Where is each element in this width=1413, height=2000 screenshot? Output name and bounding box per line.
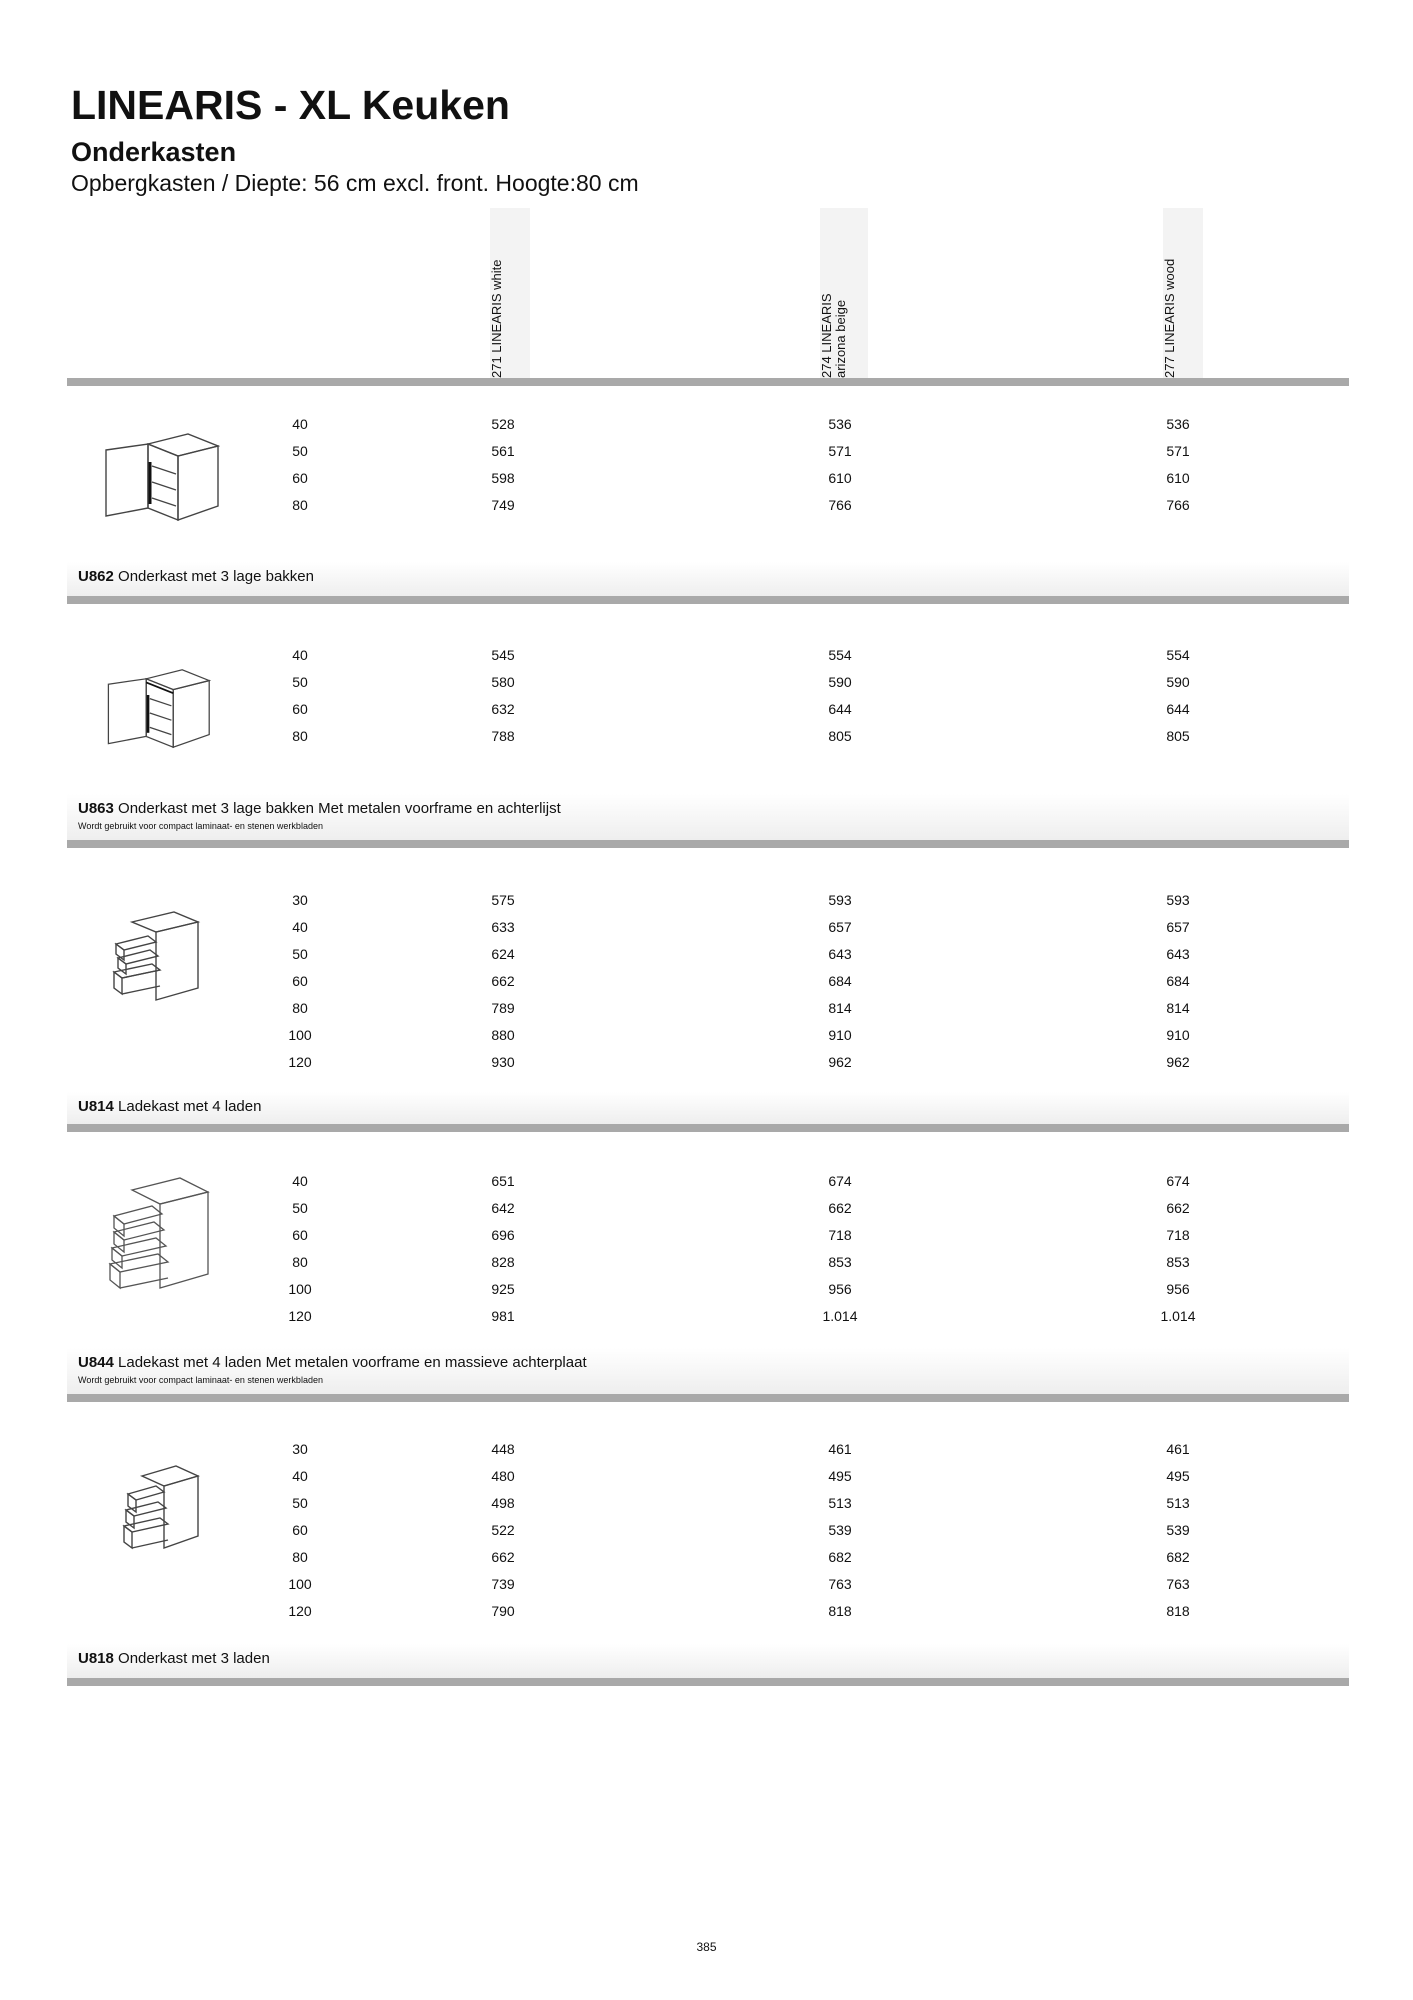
width-cell: 100 <box>288 1027 312 1043</box>
price-271-cell: 575 <box>491 892 515 908</box>
section-title <box>78 1650 270 1667</box>
table-row <box>0 1436 1413 1463</box>
width-cell: 60 <box>292 1227 308 1243</box>
price-277-cell: 657 <box>1166 919 1190 935</box>
price-274-cell: 853 <box>828 1254 852 1270</box>
column-header-line1: 274 LINEARIS <box>819 293 834 378</box>
width-cell: 60 <box>292 1522 308 1538</box>
price-271-cell: 480 <box>491 1468 515 1484</box>
table-row <box>0 941 1413 968</box>
article-code: U862 <box>78 568 114 585</box>
price-274-cell: 962 <box>828 1054 852 1070</box>
price-277-cell: 682 <box>1166 1549 1190 1565</box>
price-271-cell: 633 <box>491 919 515 935</box>
section-name-bar-u844 <box>67 1348 1349 1394</box>
price-271-cell: 561 <box>491 443 515 459</box>
price-271-cell: 498 <box>491 1495 515 1511</box>
table-row <box>0 465 1413 492</box>
table-row <box>0 1049 1413 1076</box>
price-277-cell: 1.014 <box>1160 1308 1196 1324</box>
price-274-cell: 657 <box>828 919 852 935</box>
price-274-cell: 495 <box>828 1468 852 1484</box>
price-277-cell: 536 <box>1166 416 1190 432</box>
price-271-cell: 624 <box>491 946 515 962</box>
price-271-cell: 528 <box>491 416 515 432</box>
price-271-cell: 880 <box>491 1027 515 1043</box>
article-code: U814 <box>78 1098 114 1115</box>
article-name: Ladekast met 4 laden Met metalen voorframe en massieve achterplaat <box>118 1354 587 1371</box>
price-277-cell: 461 <box>1166 1441 1190 1457</box>
price-277-cell: 805 <box>1166 728 1190 744</box>
width-cell: 50 <box>292 443 308 459</box>
price-271-cell: 642 <box>491 1200 515 1216</box>
width-cell: 30 <box>292 1441 308 1457</box>
price-277-cell: 853 <box>1166 1254 1190 1270</box>
page-title: LINEARIS - XL Keuken <box>71 82 510 128</box>
width-cell: 40 <box>292 1468 308 1484</box>
table-row <box>0 1249 1413 1276</box>
width-cell: 80 <box>292 1254 308 1270</box>
price-274-cell: 644 <box>828 701 852 717</box>
price-271-cell: 598 <box>491 470 515 486</box>
table-row <box>0 968 1413 995</box>
section-title <box>78 1354 587 1371</box>
table-row <box>0 1276 1413 1303</box>
price-274-cell: 610 <box>828 470 852 486</box>
section-title <box>78 1098 261 1115</box>
width-cell: 120 <box>288 1054 312 1070</box>
column-header-line2: arizona beige <box>833 299 848 378</box>
table-row <box>0 887 1413 914</box>
table-row <box>0 1598 1413 1625</box>
table-row <box>0 1517 1413 1544</box>
section-divider <box>67 840 1349 848</box>
table-row <box>0 438 1413 465</box>
price-277-cell: 766 <box>1166 497 1190 513</box>
price-277-cell: 674 <box>1166 1173 1190 1189</box>
price-277-cell: 956 <box>1166 1281 1190 1297</box>
width-cell: 40 <box>292 647 308 663</box>
price-271-cell: 696 <box>491 1227 515 1243</box>
price-274-cell: 910 <box>828 1027 852 1043</box>
article-note: Wordt gebruikt voor compact laminaat- en stenen werkbladen <box>78 821 323 831</box>
article-code: U818 <box>78 1650 114 1667</box>
price-271-cell: 925 <box>491 1281 515 1297</box>
price-277-cell: 610 <box>1166 470 1190 486</box>
price-277-cell: 910 <box>1166 1027 1190 1043</box>
price-271-cell: 749 <box>491 497 515 513</box>
price-274-cell: 461 <box>828 1441 852 1457</box>
width-cell: 100 <box>288 1281 312 1297</box>
price-277-cell: 962 <box>1166 1054 1190 1070</box>
table-row <box>0 642 1413 669</box>
price-274-cell: 590 <box>828 674 852 690</box>
price-274-cell: 814 <box>828 1000 852 1016</box>
price-271-cell: 545 <box>491 647 515 663</box>
price-271-cell: 632 <box>491 701 515 717</box>
section-divider <box>67 1394 1349 1402</box>
price-274-cell: 593 <box>828 892 852 908</box>
article-code: U863 <box>78 800 114 817</box>
width-cell: 100 <box>288 1576 312 1592</box>
table-row <box>0 696 1413 723</box>
table-row <box>0 723 1413 750</box>
section-title <box>78 568 314 585</box>
section-title <box>78 800 561 817</box>
section-name-bar-u818 <box>67 1644 1349 1678</box>
price-277-cell: 763 <box>1166 1576 1190 1592</box>
price-277-cell: 593 <box>1166 892 1190 908</box>
table-row <box>0 1195 1413 1222</box>
width-cell: 50 <box>292 946 308 962</box>
width-cell: 60 <box>292 701 308 717</box>
price-277-cell: 814 <box>1166 1000 1190 1016</box>
table-row <box>0 1303 1413 1330</box>
column-header-line1: 271 LINEARIS white <box>489 259 504 378</box>
price-274-cell: 682 <box>828 1549 852 1565</box>
table-row <box>0 1571 1413 1598</box>
price-277-cell: 662 <box>1166 1200 1190 1216</box>
table-row <box>0 1222 1413 1249</box>
article-note: Wordt gebruikt voor compact laminaat- en stenen werkbladen <box>78 1375 323 1385</box>
width-cell: 120 <box>288 1308 312 1324</box>
price-274-cell: 554 <box>828 647 852 663</box>
section-divider <box>67 1678 1349 1686</box>
width-cell: 50 <box>292 1495 308 1511</box>
width-cell: 40 <box>292 416 308 432</box>
article-code: U844 <box>78 1354 114 1371</box>
price-274-cell: 1.014 <box>822 1308 858 1324</box>
column-header-271 <box>490 208 530 378</box>
price-274-cell: 956 <box>828 1281 852 1297</box>
table-row <box>0 492 1413 519</box>
price-271-cell: 789 <box>491 1000 515 1016</box>
price-277-cell: 495 <box>1166 1468 1190 1484</box>
article-name: Onderkast met 3 lage bakken <box>118 568 314 585</box>
table-row <box>0 1168 1413 1195</box>
table-row <box>0 1022 1413 1049</box>
width-cell: 30 <box>292 892 308 908</box>
price-277-cell: 718 <box>1166 1227 1190 1243</box>
width-cell: 80 <box>292 1549 308 1565</box>
price-277-cell: 513 <box>1166 1495 1190 1511</box>
price-274-cell: 763 <box>828 1576 852 1592</box>
width-cell: 120 <box>288 1603 312 1619</box>
price-274-cell: 643 <box>828 946 852 962</box>
price-271-cell: 788 <box>491 728 515 744</box>
article-name: Onderkast met 3 laden <box>118 1650 270 1667</box>
price-271-cell: 662 <box>491 1549 515 1565</box>
article-name: Onderkast met 3 lage bakken Met metalen voorframe en achterlijst <box>118 800 561 817</box>
section-name-bar-u814 <box>67 1092 1349 1124</box>
table-row <box>0 1544 1413 1571</box>
price-274-cell: 674 <box>828 1173 852 1189</box>
price-271-cell: 930 <box>491 1054 515 1070</box>
page-subtitle: Onderkasten <box>71 137 237 167</box>
price-274-cell: 718 <box>828 1227 852 1243</box>
price-274-cell: 684 <box>828 973 852 989</box>
width-cell: 60 <box>292 470 308 486</box>
section-divider <box>67 596 1349 604</box>
article-name: Ladekast met 4 laden <box>118 1098 262 1115</box>
table-row <box>0 995 1413 1022</box>
section-divider <box>67 1124 1349 1132</box>
page-description: Opbergkasten / Diepte: 56 cm excl. front. Hoogte:80 cm <box>71 170 639 196</box>
price-277-cell: 554 <box>1166 647 1190 663</box>
price-274-cell: 818 <box>828 1603 852 1619</box>
table-row <box>0 1463 1413 1490</box>
table-row <box>0 411 1413 438</box>
price-277-cell: 539 <box>1166 1522 1190 1538</box>
price-277-cell: 644 <box>1166 701 1190 717</box>
width-cell: 80 <box>292 728 308 744</box>
width-cell: 40 <box>292 1173 308 1189</box>
table-row <box>0 914 1413 941</box>
price-277-cell: 684 <box>1166 973 1190 989</box>
table-row <box>0 1490 1413 1517</box>
price-271-cell: 981 <box>491 1308 515 1324</box>
price-274-cell: 571 <box>828 443 852 459</box>
price-271-cell: 448 <box>491 1441 515 1457</box>
column-header-274 <box>820 208 868 378</box>
table-row <box>0 669 1413 696</box>
section-name-bar-u862 <box>67 562 1349 596</box>
price-271-cell: 651 <box>491 1173 515 1189</box>
price-274-cell: 539 <box>828 1522 852 1538</box>
price-271-cell: 522 <box>491 1522 515 1538</box>
price-274-cell: 513 <box>828 1495 852 1511</box>
price-274-cell: 805 <box>828 728 852 744</box>
price-277-cell: 643 <box>1166 946 1190 962</box>
page-number: 385 <box>696 1940 717 1954</box>
price-271-cell: 828 <box>491 1254 515 1270</box>
price-271-cell: 739 <box>491 1576 515 1592</box>
price-277-cell: 818 <box>1166 1603 1190 1619</box>
width-cell: 40 <box>292 919 308 935</box>
column-header-line1: 277 LINEARIS wood <box>1162 258 1177 378</box>
price-277-cell: 571 <box>1166 443 1190 459</box>
width-cell: 50 <box>292 1200 308 1216</box>
price-274-cell: 766 <box>828 497 852 513</box>
width-cell: 50 <box>292 674 308 690</box>
price-271-cell: 662 <box>491 973 515 989</box>
width-cell: 80 <box>292 497 308 513</box>
price-271-cell: 580 <box>491 674 515 690</box>
section-name-bar-u863 <box>67 794 1349 840</box>
column-header-277 <box>1163 208 1203 378</box>
header-divider <box>67 378 1349 386</box>
width-cell: 80 <box>292 1000 308 1016</box>
width-cell: 60 <box>292 973 308 989</box>
price-274-cell: 536 <box>828 416 852 432</box>
price-277-cell: 590 <box>1166 674 1190 690</box>
price-271-cell: 790 <box>491 1603 515 1619</box>
price-274-cell: 662 <box>828 1200 852 1216</box>
